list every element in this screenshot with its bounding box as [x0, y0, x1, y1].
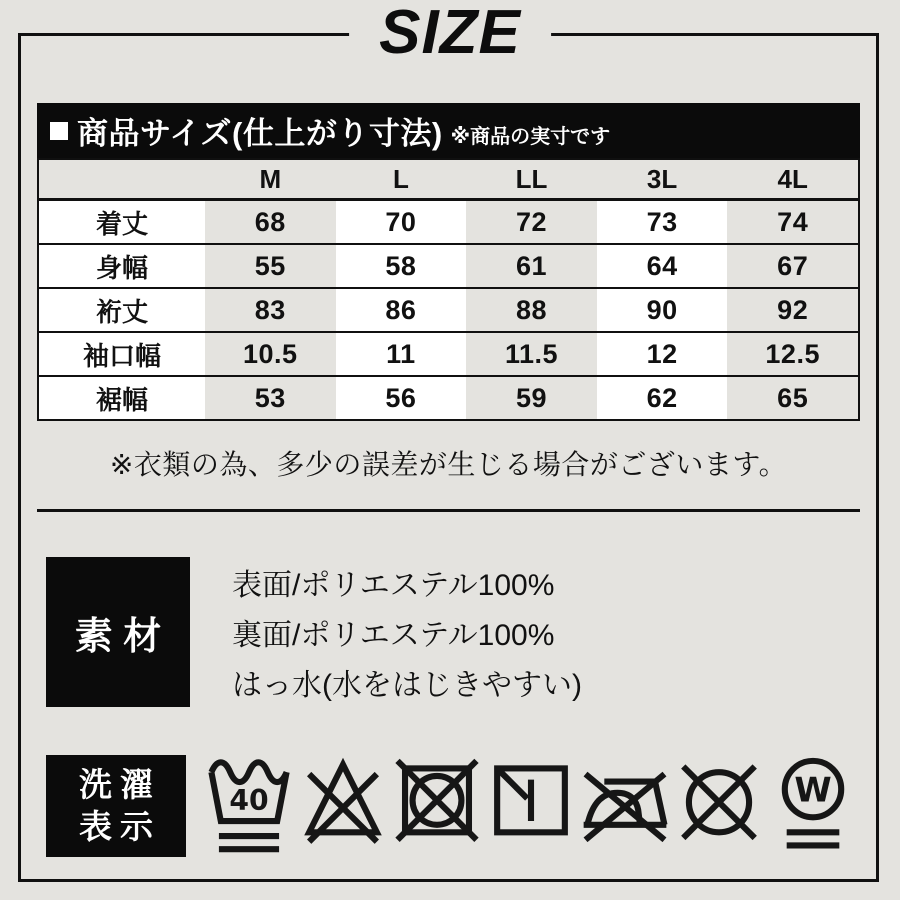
cell-value: 72 [466, 201, 597, 243]
row-label: 裄丈 [39, 289, 205, 331]
cell-value: 59 [466, 377, 597, 419]
row-label: 身幅 [39, 245, 205, 287]
cell-value: 62 [597, 377, 728, 419]
material-lines [232, 557, 582, 707]
product-size-note: ※商品の実寸です [450, 126, 611, 148]
table-corner-cell [39, 160, 205, 198]
section-divider [37, 509, 860, 512]
row-label: 着丈 [39, 201, 205, 243]
product-size-header-bar [37, 103, 860, 158]
cell-value: 70 [336, 201, 467, 243]
cell-value: 73 [597, 201, 728, 243]
cell-value: 83 [205, 289, 336, 331]
do-not-dry-clean-icon [672, 748, 766, 864]
cell-value: 61 [466, 245, 597, 287]
svg-text:W: W [794, 770, 832, 810]
do-not-bleach-icon [296, 748, 390, 864]
size-table-header-row [39, 160, 858, 201]
do-not-tumble-dry-icon [390, 748, 484, 864]
column-header-4l: 4L [777, 163, 808, 194]
do-not-iron-icon [578, 748, 672, 864]
column-header-ll: LL [515, 163, 548, 194]
cell-value: 92 [727, 289, 858, 331]
column-header-3l: 3L [646, 163, 678, 194]
bullet-square-icon [50, 122, 68, 140]
cell-value: 88 [466, 289, 597, 331]
cell-value: 90 [597, 289, 728, 331]
table-row [39, 289, 858, 333]
size-table [37, 158, 860, 421]
care-symbols [202, 748, 860, 864]
table-row [39, 245, 858, 289]
cell-value: 86 [336, 289, 467, 331]
column-header-l: L [392, 163, 409, 194]
row-label: 裾幅 [39, 377, 205, 419]
cell-value: 53 [205, 377, 336, 419]
cell-value: 65 [727, 377, 858, 419]
cell-value: 56 [336, 377, 467, 419]
cell-value: 67 [727, 245, 858, 287]
cell-value: 64 [597, 245, 728, 287]
machine-wash-40-very-gentle-icon [202, 748, 296, 864]
row-label: 袖口幅 [39, 333, 205, 375]
material-section [37, 557, 860, 707]
product-size-title: 商品サイズ(仕上がり寸法) [77, 116, 443, 151]
svg-text:40: 40 [229, 783, 269, 817]
table-row [39, 377, 858, 419]
line-dry-in-shade-icon [484, 748, 578, 864]
care-label-box [46, 755, 186, 857]
cell-value: 74 [727, 201, 858, 243]
cell-value: 68 [205, 201, 336, 243]
table-row [39, 333, 858, 377]
cell-value: 11 [336, 333, 467, 375]
cell-value: 12.5 [727, 333, 858, 375]
material-line: はっ水(水をはじきやすい) [232, 669, 582, 702]
care-section [37, 748, 860, 864]
cell-value: 12 [597, 333, 728, 375]
table-row [39, 201, 858, 245]
size-disclaimer: ※衣類の為、多少の誤差が生じる場合がございます。 [109, 449, 788, 480]
material-line: 裏面/ポリエステル100% [232, 619, 555, 652]
page-title: SIZE [349, 2, 551, 64]
cell-value: 10.5 [205, 333, 336, 375]
cell-value: 58 [336, 245, 467, 287]
care-label-line1: 洗濯 [79, 766, 161, 803]
cell-value: 11.5 [466, 333, 597, 375]
cell-value: 55 [205, 245, 336, 287]
material-line: 表面/ポリエステル100% [232, 569, 555, 602]
gentle-wet-clean-icon [766, 748, 860, 864]
care-label-line2: 表示 [79, 808, 161, 845]
outer-frame [18, 33, 879, 882]
material-label-box: 素 材 [46, 557, 190, 707]
column-header-m: M [259, 163, 282, 194]
